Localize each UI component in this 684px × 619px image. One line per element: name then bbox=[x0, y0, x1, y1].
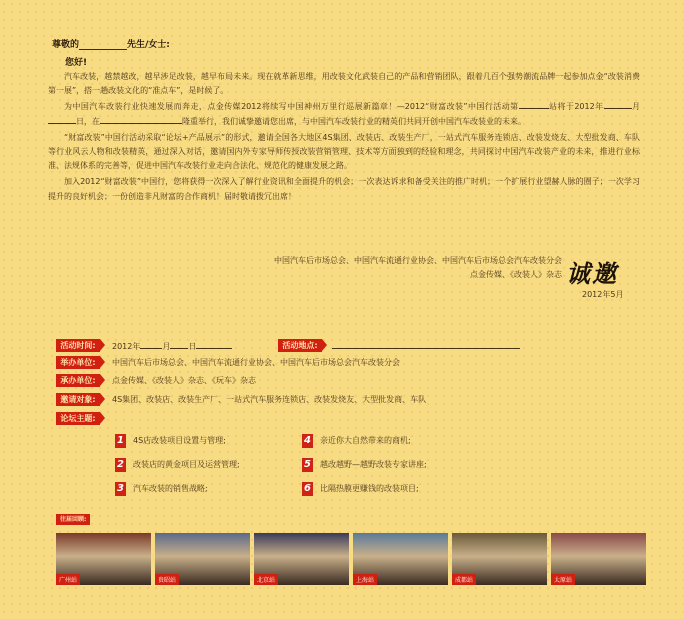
greeting-prefix: 尊敬的 bbox=[52, 40, 80, 50]
host-value: 中国汽车后市场总会、中国汽车流通行业协会、中国汽车后市场总会汽车改装分会 bbox=[112, 358, 400, 367]
place-label: 活动地点: bbox=[278, 339, 322, 352]
review-photo bbox=[551, 533, 646, 585]
invite-label: 邀请对象: bbox=[56, 393, 100, 406]
hello-line: 您好! bbox=[65, 58, 88, 68]
topic-text: 改装店的黄金项目及运营管理; bbox=[133, 460, 240, 469]
signature-line-2: 点金传媒、《改装人》杂志 bbox=[470, 270, 562, 279]
topic-number: 1 bbox=[115, 434, 126, 448]
topic-text: 亲近你大自然带来的商机; bbox=[320, 436, 411, 445]
review-photo bbox=[155, 533, 250, 585]
topic-text: 比隔热膜更赚钱的改装项目; bbox=[320, 484, 419, 493]
letter-paragraph-1: 汽车改装，越禁越改，越早涉足改装，越早布局未来。现在就革新思维，用改装文化武装自己的产品和营销团队，跟着几百个强势潮流品牌一起参加点金“改装消费第一展”，搭一趟改装文化的“准点车”，是时候了。 bbox=[48, 72, 640, 96]
topic-text: 越改越野—越野改装专家讲座; bbox=[320, 460, 427, 469]
photo-caption: 上海站 bbox=[353, 574, 377, 585]
letter-paragraph-4: 加入2012“财富改装”中国行，您将获得一次深入了解行业资讯和全面提升的机会；一次表达诉求和备受关注的推广时机；一个扩展行业望赫人脉的圈子；一次学习提升的良好机会；一份创造非凡财富的合作商机！届时敬请拨冗出席！ bbox=[48, 177, 640, 201]
place-blank bbox=[332, 339, 520, 349]
greeting-suffix: 先生/女士: bbox=[127, 40, 170, 50]
photo-caption: 贵昭站 bbox=[155, 574, 179, 585]
letter-paragraph-3: “财富改装”中国行活动采取“论坛+产品展示”的形式，邀请全国各大地区4S集团、改装店、改装生产厂，一站式汽车服务连锁店、改装发烧友、大型批发商、车队等行业风云人物和改装精英，通过深入对话，邀请国内外专家导师传授改装营销管理、技术等方面独到的经验和理念，共同探讨中国汽车改装产业的未来，推进行业标准、法规体系的完善等，促进中国汽车改装行业走向合法化、规范化的健康发展之路。 bbox=[48, 132, 640, 171]
review-photo-strip bbox=[56, 533, 646, 585]
month-blank bbox=[604, 100, 632, 109]
topic-number: 4 bbox=[302, 434, 313, 448]
host-label: 举办单位: bbox=[56, 356, 100, 369]
review-photo bbox=[56, 533, 151, 585]
topic-number: 3 bbox=[115, 482, 126, 496]
review-photo bbox=[353, 533, 448, 585]
signature-block bbox=[274, 254, 562, 282]
info-row-organizer bbox=[56, 374, 656, 388]
photo-caption: 成都站 bbox=[452, 574, 476, 585]
signature-line-1: 中国汽车后市场总会、中国汽车流通行业协会、中国汽车后市场总会汽车改装分会 bbox=[274, 256, 562, 265]
topic-text: 汽车改装的销售战略; bbox=[133, 484, 208, 493]
topic-number: 6 bbox=[302, 482, 313, 496]
invitation-seal: 诚邀 bbox=[566, 259, 618, 288]
signature-date: 2012年5月 bbox=[582, 290, 624, 299]
day-blank bbox=[48, 115, 76, 124]
organizer-label: 承办单位: bbox=[56, 374, 100, 387]
photo-caption: 北京站 bbox=[254, 574, 278, 585]
review-label: 往届回顾: bbox=[56, 514, 90, 525]
topic-text: 4S店改装项目设置与管理; bbox=[133, 436, 226, 445]
topic-number: 5 bbox=[302, 458, 313, 472]
review-photo bbox=[452, 533, 547, 585]
info-row-invite bbox=[56, 393, 656, 407]
photo-caption: 广州站 bbox=[56, 574, 80, 585]
review-photo bbox=[254, 533, 349, 585]
organizer-value: 点金传媒、《改装人》杂志、《玩车》杂志 bbox=[112, 376, 256, 385]
letter-body bbox=[48, 70, 640, 206]
topics-label: 论坛主题: bbox=[56, 412, 100, 425]
info-row-host bbox=[56, 356, 656, 370]
time-label: 活动时间: bbox=[56, 339, 100, 352]
salutation bbox=[52, 37, 170, 50]
photo-caption: 太原站 bbox=[551, 574, 575, 585]
info-row-topics bbox=[56, 412, 656, 426]
letter-paragraph-2: 为中国汽车改装行业快速发展而奔走，点金传媒2012将续写中国神州万里行巡展新篇章！—2012“财富改装”中国行活动第 站将于2012年 月日，在 隆重举行，我们诚挚邀请您出席，与中国汽车改装行业的精英们共同开创中国汽车改装业的未来。 bbox=[48, 100, 640, 128]
info-row-time: 活动时间: 2012年 月 日 活动地点: bbox=[56, 339, 656, 353]
name-blank bbox=[79, 40, 127, 50]
venue-blank bbox=[100, 115, 182, 124]
station-blank bbox=[519, 100, 549, 109]
topic-number: 2 bbox=[115, 458, 126, 472]
invite-value: 4S集团、改装店、改装生产厂、一站式汽车服务连锁店、改装发烧友、大型批发商、车队 bbox=[112, 395, 427, 404]
